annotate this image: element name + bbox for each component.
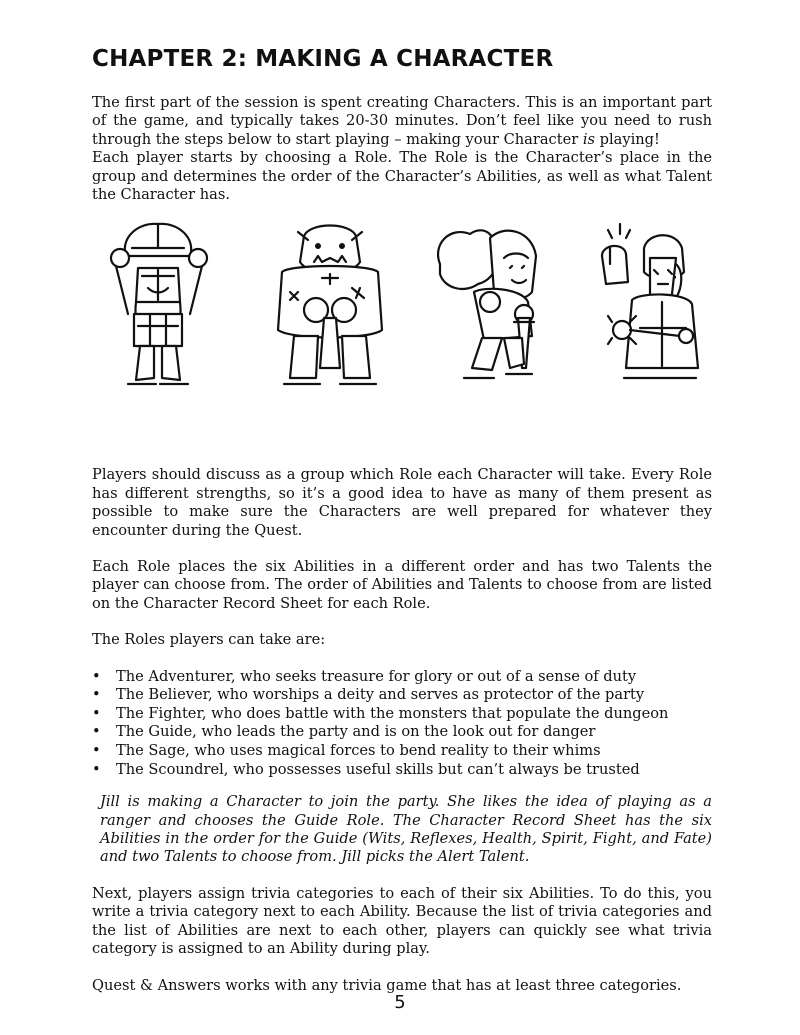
intro-text-before: The first part of the session is spent creating Characters. This is an important part of the game, and typically takes 20-30 minutes. Don’t feel like you need to rush through the steps below to start playing – making your Character: [92, 94, 712, 148]
list-item: [92, 761, 712, 780]
bullet-icon: •: [92, 742, 101, 760]
bullet-icon: •: [92, 686, 101, 704]
closing-paragraph: Quest & Answers works with any trivia game that has at least three categories.: [92, 976, 682, 994]
role-text: The Believer, who worships a deity and serves as protector of the party: [116, 686, 645, 704]
role-text: The Guide, who leads the party and is on the look out for danger: [116, 723, 596, 741]
bullet-icon: •: [92, 723, 101, 741]
list-item: [92, 705, 712, 724]
role-text: The Sage, who uses magical forces to bend reality to their whims: [116, 742, 601, 760]
chapter-title: CHAPTER 2: MAKING A CHARACTER: [92, 46, 554, 72]
role-text: The Scoundrel, who possesses useful skills but can’t always be trusted: [116, 760, 640, 778]
bullet-icon: •: [92, 704, 101, 722]
role-text: The Adventurer, who seeks treasure for glory or out of a sense of duty: [116, 667, 637, 685]
list-item: [92, 742, 712, 761]
scoundrel-icon: [428, 218, 558, 394]
trivia-paragraph: Next, players assign trivia categories to each of their six Abilities. To do this, you write a trivia category next to each Ability. Because the list of trivia categories and the list of Abilities are next to each other, players can quickly see what trivia category is assigned to an Ability during play.: [92, 884, 712, 958]
role-text: The Fighter, who does battle with the monsters that populate the dungeon: [116, 704, 669, 722]
bullet-icon: •: [92, 760, 101, 778]
bullet-icon: •: [92, 667, 101, 685]
page-content: [92, 44, 712, 995]
adventurer-icon: [98, 218, 228, 394]
character-illustrations: [92, 218, 712, 452]
believer-icon: [588, 218, 712, 394]
fighter-icon: [260, 218, 400, 394]
roles-intro: The Roles players can take are:: [92, 631, 326, 649]
intro-paragraph-2: Each player starts by choosing a Role. The Role is the Character’s place in the group and determines the order of the Character’s Abilities, as well as what Talent the Character has.: [92, 149, 712, 204]
page-number: 5: [394, 992, 406, 1013]
intro-emphasis: is: [582, 130, 596, 148]
discuss-paragraph: Players should discuss as a group which Role each Character will take. Every Role has different strengths, so it’s a good idea to have as many of them present as possible to make sure the Characters are well prepared for whatever they encounter during the Quest.: [92, 466, 712, 539]
list-item: [92, 723, 712, 742]
intro-paragraph-1: [92, 94, 712, 149]
example-paragraph: Jill is making a Character to join the party. She likes the idea of playing as a ranger and chooses the Guide Role. The Character Record Sheet has the six Abilities in the order for the Guide (Wits, Reflexes, Health, Spirit, Fight, and Fate) and two Talents to choose from. Jill picks the Alert Talent.: [100, 793, 712, 866]
list-item: [92, 686, 712, 705]
list-item: [92, 668, 712, 687]
intro-text-after: playing!: [595, 130, 660, 148]
roles-list: [92, 668, 712, 780]
abilities-paragraph: Each Role places the six Abilities in a different order and has two Talents the player can choose from. The order of Abilities and Talents to choose from are listed on the Character Record Sheet for each Role.: [92, 558, 712, 612]
